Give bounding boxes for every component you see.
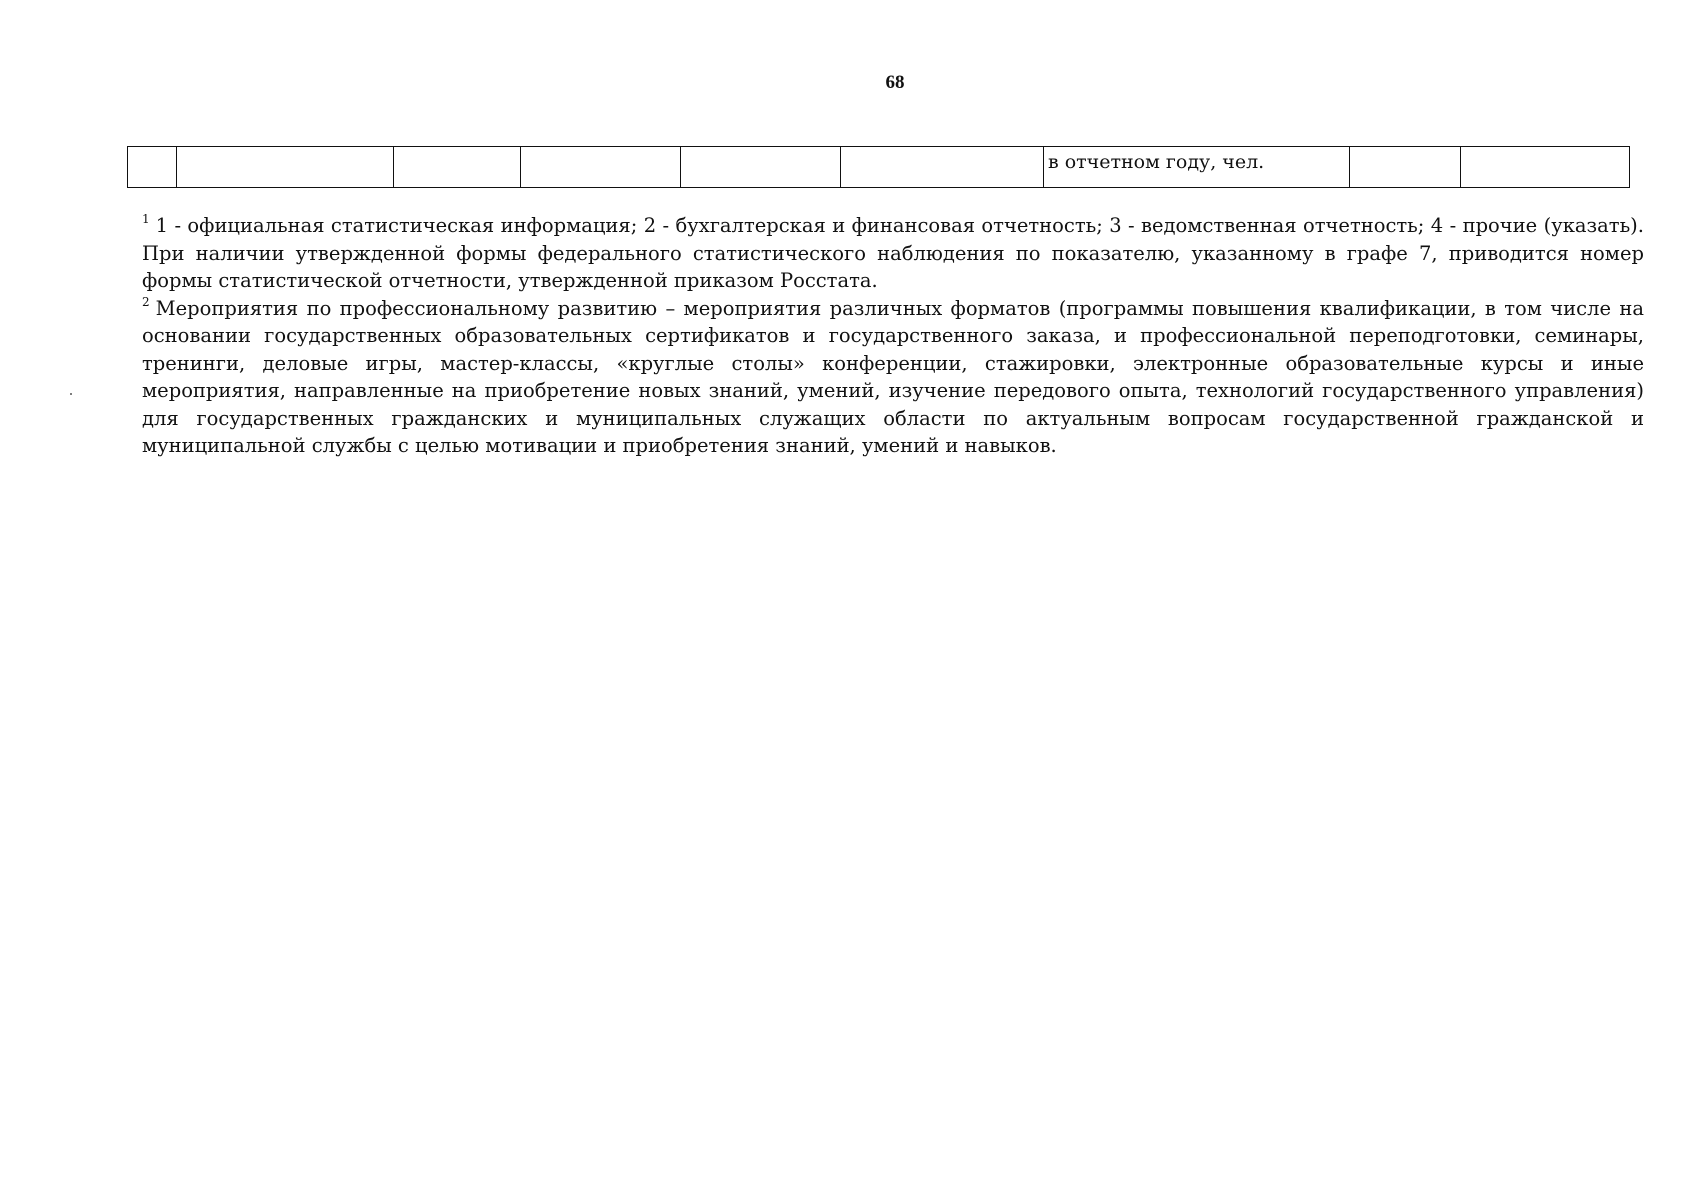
table-cell <box>681 147 841 188</box>
footnotes <box>142 212 1644 460</box>
footnote-marker: 2 <box>142 294 150 309</box>
continuation-table-wrapper <box>127 146 1629 188</box>
table-cell <box>128 147 177 188</box>
footnote-text: 1 - официальная статистическая информация; 2 - бухгалтерская и финансовая отчетность; 3 - ведомственная отчетность; 4 - прочие (указать). При наличии утвержденной формы федерального статистического наблюдения по показателю, указанному в графе 7, приводится номер формы статистической отчетности, утвержденной приказом Росстата. <box>142 214 1644 292</box>
footnote-2 <box>142 295 1644 460</box>
footnote-text: Мероприятия по профессиональному развитию – мероприятия различных форматов (программы повышения квалификации, в том числе на основании государственных образовательных сертификатов и государственного заказа, и профессиональной переподготовки, семинары, тренинги, деловые игры, мастер-классы, «круглые столы» конференции, стажировки, электронные образовательные курсы и иные мероприятия, направленные на приобретение новых знаний, умений, изучение передового опыта, технологий государственного управления) для государственных гражданских и муниципальных служащих области по актуальным вопросам государственной гражданской и муниципальной службы с целью мотивации и приобретения знаний, умений и навыков. <box>142 296 1644 457</box>
table-cell <box>1461 147 1630 188</box>
table-cell <box>1350 147 1461 188</box>
table-row <box>128 147 1630 188</box>
table-cell <box>177 147 394 188</box>
footnote-marker: 1 <box>142 212 150 226</box>
table-cell-reporting-year: в отчетном году, чел. <box>1044 147 1350 188</box>
footnote-1 <box>142 212 1644 295</box>
table-cell <box>394 147 521 188</box>
table-cell <box>841 147 1044 188</box>
scan-speck <box>70 393 72 395</box>
continuation-table <box>127 146 1630 188</box>
table-cell <box>521 147 681 188</box>
page-number: 68 <box>885 72 905 93</box>
